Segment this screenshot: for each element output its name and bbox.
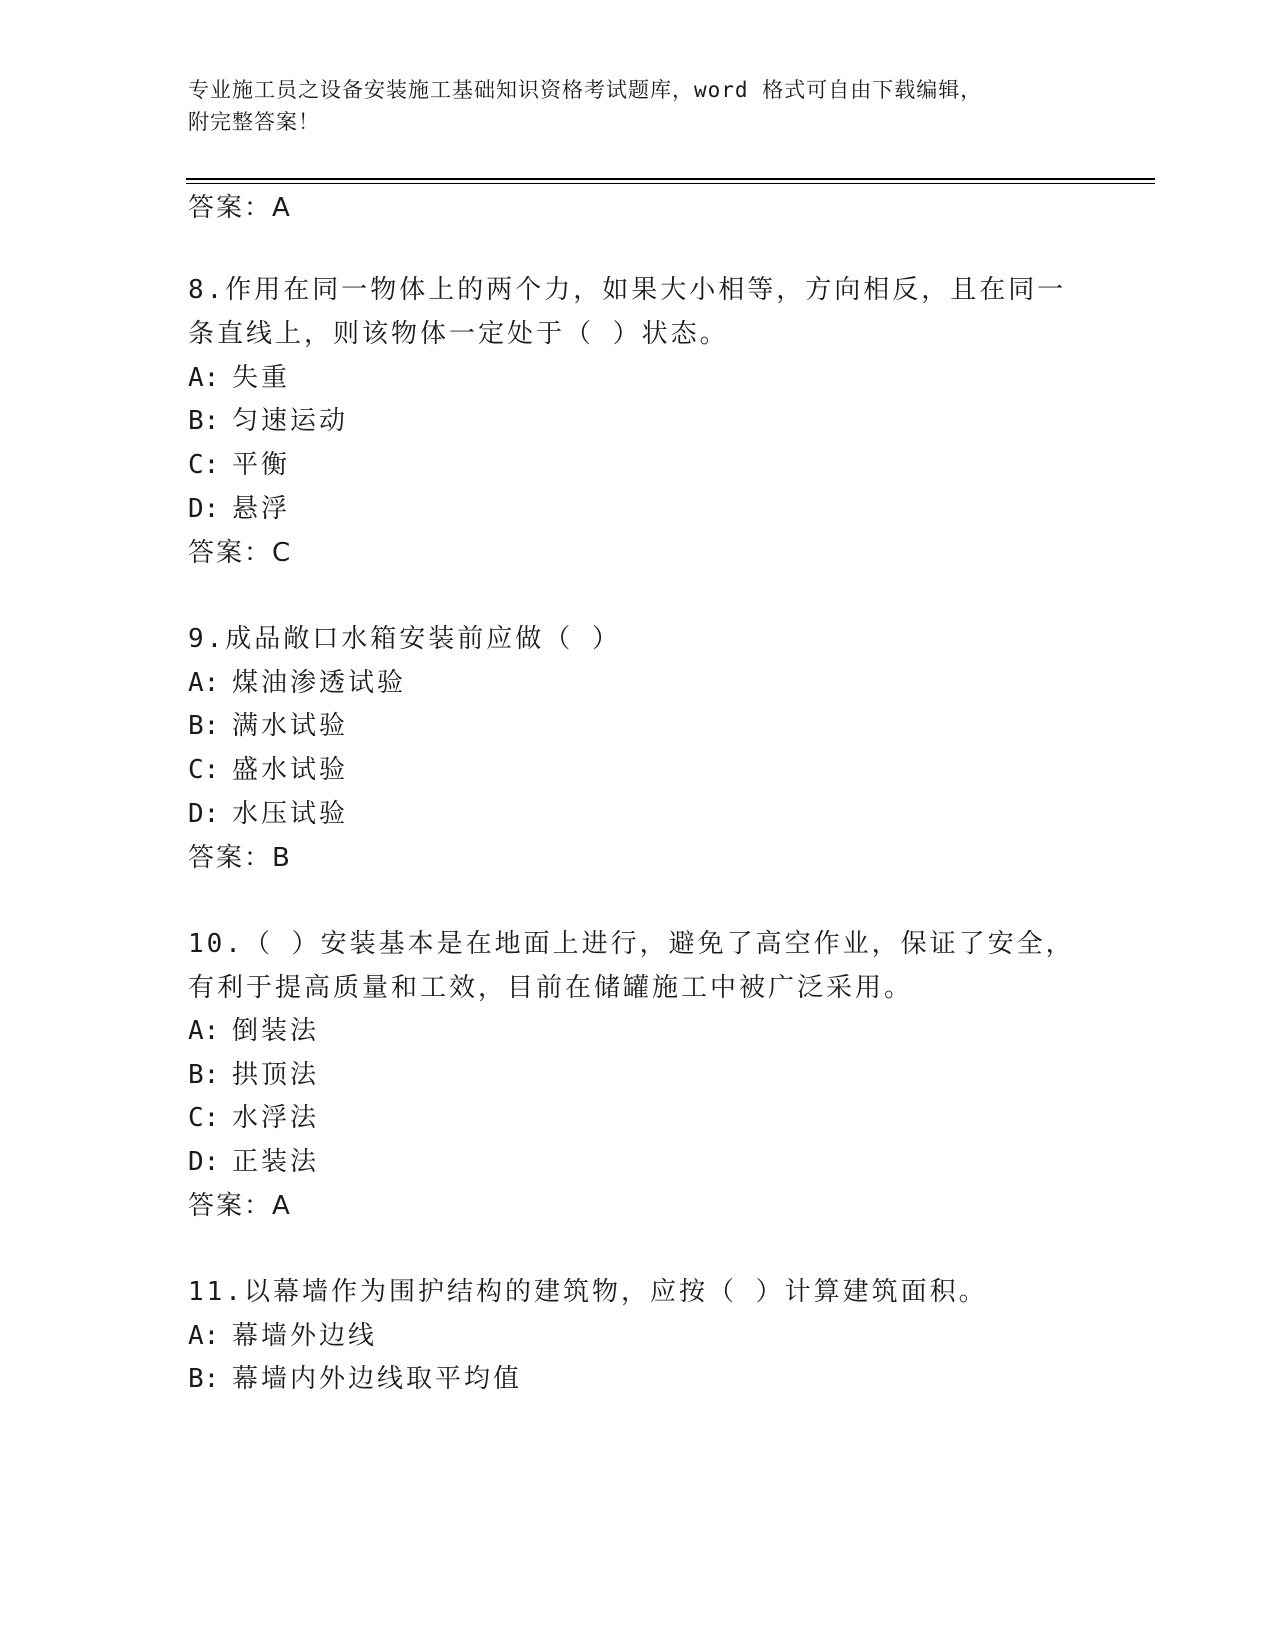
option-text: 平衡: [232, 450, 291, 480]
question-9-answer: 答案：B: [188, 843, 292, 873]
question-8-option-b: [188, 403, 348, 439]
option-letter: D:: [188, 494, 220, 524]
question-9-option-d: [188, 796, 348, 832]
option-letter: A:: [188, 1016, 220, 1046]
header-divider-thick: [186, 178, 1155, 180]
question-9-option-b: [188, 708, 348, 744]
question-9-option-c: [188, 752, 348, 788]
question-8-option-a: [188, 360, 290, 396]
answer-previous: 答案：A: [188, 193, 292, 223]
question-10-answer: 答案：A: [188, 1191, 292, 1221]
question-10-stem-line-1: 10.（ ）安装基本是在地面上进行，避免了高空作业，保证了安全，: [188, 929, 1075, 959]
option-letter: C:: [188, 1103, 220, 1133]
header-line-1: 专业施工员之设备安装施工基础知识资格考试题库，word 格式可自由下载编辑，: [188, 78, 983, 102]
question-10-option-a: [188, 1013, 319, 1049]
option-text: 煤油渗透试验: [232, 668, 407, 698]
question-10-option-c: [188, 1100, 319, 1136]
question-9-stem-line-1: 9.成品敞口水箱安装前应做（ ）: [188, 624, 621, 654]
question-11-option-a: [188, 1318, 377, 1354]
header-line-2: 附完整答案！: [188, 110, 320, 134]
question-10-option-b: [188, 1057, 319, 1093]
option-text: 匀速运动: [232, 406, 349, 436]
option-letter: B:: [188, 1364, 220, 1394]
option-text: 满水试验: [232, 711, 349, 741]
option-text: 正装法: [232, 1147, 320, 1177]
option-letter: C:: [188, 755, 220, 785]
option-letter: D:: [188, 1147, 220, 1177]
question-11-option-b: [188, 1361, 522, 1397]
option-text: 盛水试验: [232, 755, 349, 785]
header-divider-thin: [186, 183, 1155, 184]
option-letter: D:: [188, 799, 220, 829]
option-letter: B:: [188, 406, 220, 436]
question-8-option-c: [188, 447, 290, 483]
question-10-stem-line-2: 有利于提高质量和工效，目前在储罐施工中被广泛采用。: [188, 973, 914, 1003]
option-text: 幕墙内外边线取平均值: [232, 1364, 523, 1394]
question-8-stem-line-1: 8.作用在同一物体上的两个力，如果大小相等，方向相反，且在同一: [188, 275, 1067, 305]
option-text: 倒装法: [232, 1016, 320, 1046]
option-letter: A:: [188, 1321, 220, 1351]
option-letter: A:: [188, 363, 220, 393]
option-text: 悬浮: [232, 494, 291, 524]
option-letter: A:: [188, 668, 220, 698]
question-8-answer: 答案：C: [188, 538, 293, 568]
question-10-option-d: [188, 1144, 319, 1180]
option-text: 拱顶法: [232, 1060, 320, 1090]
question-9-option-a: [188, 665, 406, 701]
option-text: 失重: [232, 363, 291, 393]
option-letter: B:: [188, 1060, 220, 1090]
question-8-stem-line-2: 条直线上，则该物体一定处于（ ）状态。: [188, 319, 729, 349]
question-8-option-d: [188, 491, 290, 527]
option-letter: B:: [188, 711, 220, 741]
question-11-stem-line-1: 11.以幕墙作为围护结构的建筑物，应按（ ）计算建筑面积。: [188, 1277, 988, 1307]
option-text: 水压试验: [232, 799, 349, 829]
option-text: 幕墙外边线: [232, 1321, 378, 1351]
option-letter: C:: [188, 450, 220, 480]
document-header: [188, 74, 1068, 138]
option-text: 水浮法: [232, 1103, 320, 1133]
